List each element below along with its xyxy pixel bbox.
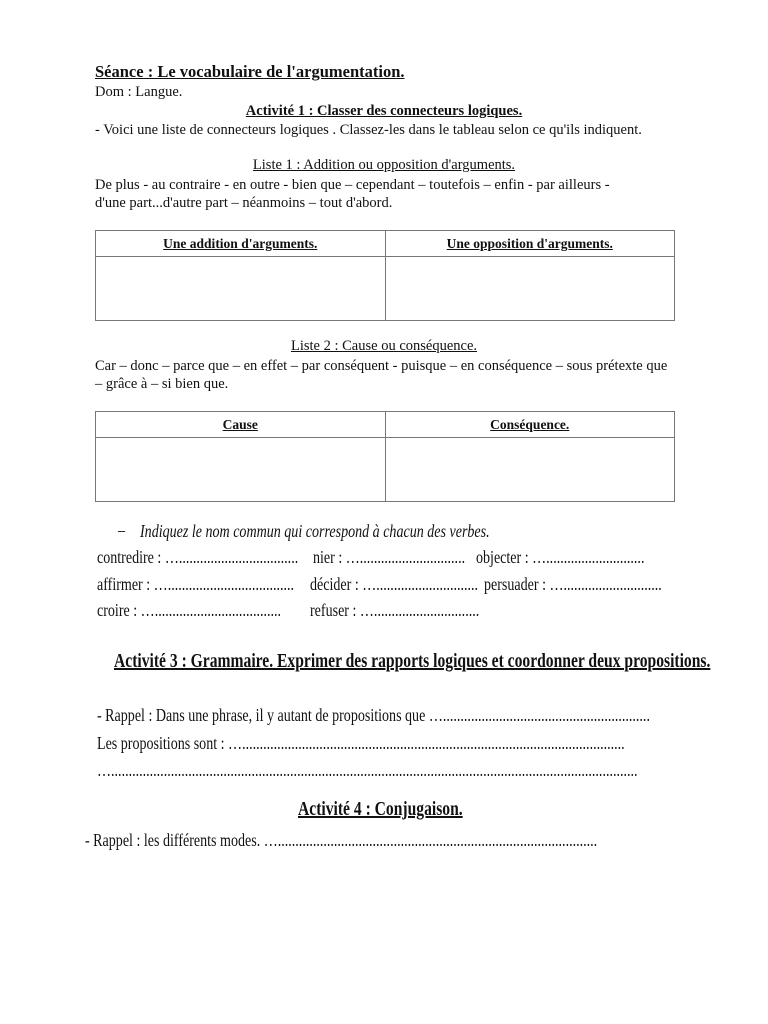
verb-croire[interactable]: croire : ….................................... xyxy=(97,600,282,620)
answer-cell-addition[interactable] xyxy=(96,257,386,321)
answer-cell-consequence[interactable] xyxy=(385,438,675,502)
list1-line2: d'une part...d'autre part – néanmoins – tout d'abord. xyxy=(95,195,393,211)
table-addition-opposition xyxy=(95,230,675,321)
list2-line2: – grâce à – si bien que. xyxy=(95,376,229,392)
table-header-consequence: Conséquence. xyxy=(385,412,675,438)
answer-cell-opposition[interactable] xyxy=(385,257,675,321)
answer-cell-cause[interactable] xyxy=(96,438,386,502)
list2-title: Liste 2 : Cause ou conséquence. xyxy=(290,338,478,354)
table-cause-consequence xyxy=(95,411,675,502)
activity3-line3[interactable]: …...................................................................................................................................................... xyxy=(97,760,638,780)
verb-contredire[interactable]: contredire : ….................................. xyxy=(97,547,299,567)
table-header-opposition: Une opposition d'arguments. xyxy=(385,231,675,257)
table-header-addition: Une addition d'arguments. xyxy=(96,231,386,257)
verb-persuader[interactable]: persuader : …............................ xyxy=(484,574,662,594)
verb-refuser[interactable]: refuser : ….............................. xyxy=(310,600,480,620)
activity2-dash: – xyxy=(118,520,126,540)
activity4-title: Activité 4 : Conjugaison. xyxy=(298,798,463,820)
activity4-line1[interactable]: - Rappel : les différents modes. …........................................................................................... xyxy=(85,830,598,850)
verb-affirmer[interactable]: affirmer : ….................................... xyxy=(97,574,295,594)
activity3-title: Activité 3 : Grammaire. Exprimer des rapports logiques et coordonner deux propositions. xyxy=(114,650,711,672)
activity3-line2[interactable]: Les propositions sont : …............................................................................................................. xyxy=(97,733,625,753)
activity3-line1[interactable]: - Rappel : Dans une phrase, il y autant de propositions que …........................................................... xyxy=(97,705,650,725)
verb-objecter[interactable]: objecter : …............................ xyxy=(476,547,645,567)
activity1-title: Activité 1 : Classer des connecteurs logiques. xyxy=(245,103,523,119)
verb-nier[interactable]: nier : ….............................. xyxy=(313,547,466,567)
list1-title: Liste 1 : Addition ou opposition d'arguments. xyxy=(252,157,516,173)
list2-line1: Car – donc – parce que – en effet – par conséquent - puisque – en conséquence – sous prétexte que xyxy=(95,358,668,374)
activity2-instruction: Indiquez le nom commun qui correspond à chacun des verbes. xyxy=(140,521,490,541)
activity1-instruction: - Voici une liste de connecteurs logiques . Classez-les dans le tableau selon ce qu'ils indiquent. xyxy=(95,122,642,138)
page-title: Séance : Le vocabulaire de l'argumentation. xyxy=(95,62,405,81)
domain-label: Dom : Langue. xyxy=(95,84,183,100)
table-header-cause: Cause xyxy=(96,412,386,438)
verb-decider[interactable]: décider : …............................. xyxy=(310,574,479,594)
list1-line1: De plus - au contraire - en outre - bien que – cependant – toutefois – enfin - par ailleurs - xyxy=(95,177,610,193)
